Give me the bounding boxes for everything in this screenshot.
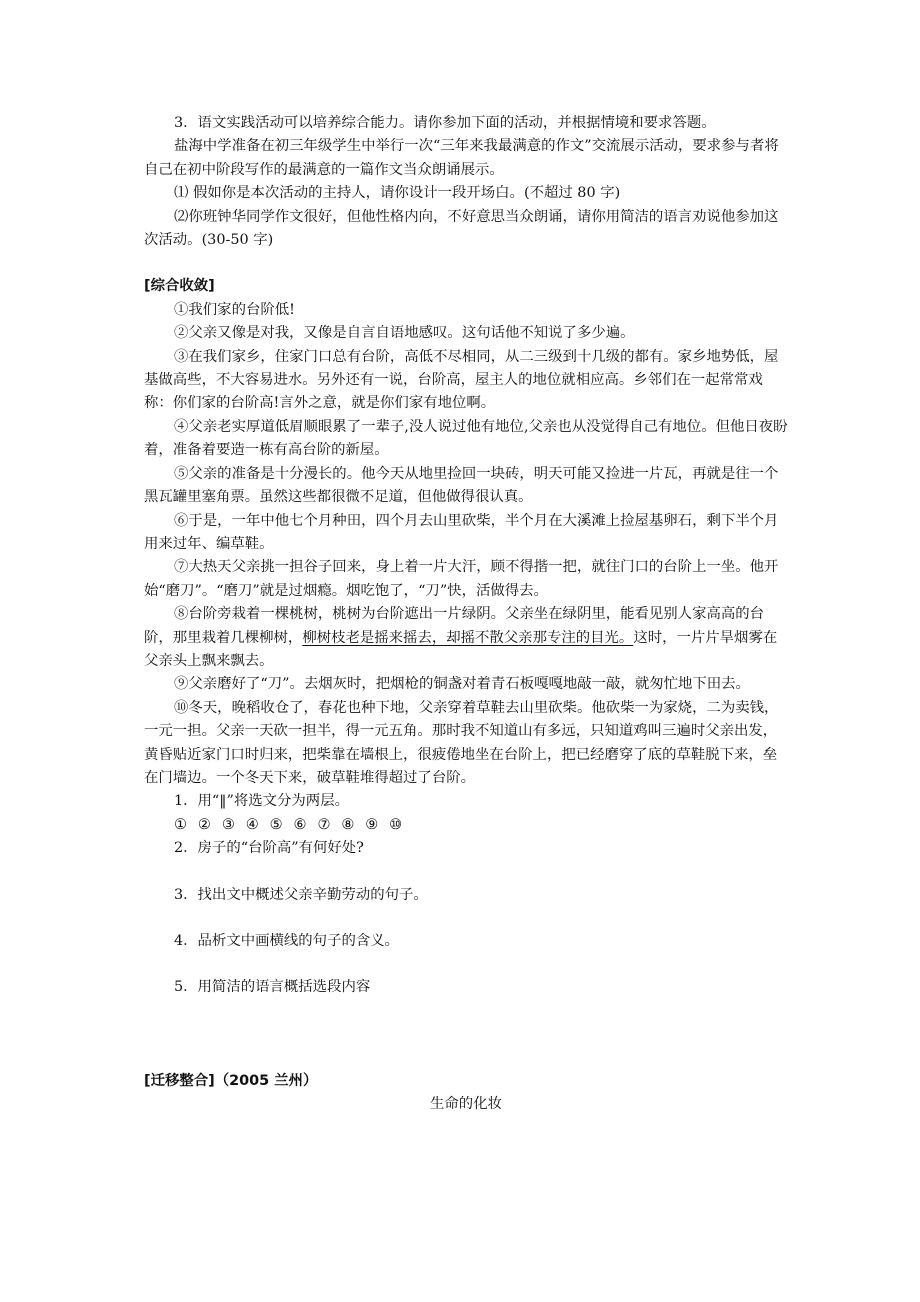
passage-paragraph-4: ④父亲老实厚道低眉顺眼累了一辈子,没人说过他有地位,父亲也从没觉得自己有地位。但他日夜盼着，准备着要造一栋有高台阶的新屋。 — [144, 418, 788, 459]
choice-9: ⑨ — [365, 816, 379, 833]
practice-q3-sub2: ⑵你班钟华同学作文很好，但他性格内向，不好意思当众朗诵，请你用简洁的语言劝说他参加这次活动。(30-50 字) — [144, 208, 779, 249]
choice-2: ② — [197, 816, 211, 833]
passage-paragraph-5: ⑤父亲的准备是十分漫长的。他今天从地里捡回一块砖，明天可能又捡进一片瓦，再就是往一个黑瓦罐里塞角票。虽然这些都很微不足道，但他做得很认真。 — [144, 465, 779, 506]
practice-q3-title: 3．语文实践活动可以培养综合能力。请你参加下面的活动，并根据情境和要求答题。 — [174, 115, 716, 131]
question-2: 2．房子的“台阶高”有何好处? — [174, 840, 364, 857]
answer-space — [144, 953, 788, 976]
p8-text-before: ⑧台阶旁栽着一棵桃树，桃树为台阶遮出一片绿阴。父亲坐在绿阴里，能看见别人家高高的台阶，那里栽着几棵柳树， — [144, 606, 765, 646]
answer-space — [144, 907, 788, 930]
spacer — [144, 1000, 788, 1070]
passage-paragraph-1: ①我们家的台阶低! — [174, 301, 295, 318]
question-4: 4．品析文中画横线的句子的含义。 — [174, 933, 400, 949]
passage-paragraph-2: ②父亲又像是对我，又像是自言自语地感叹。这句话他不知说了多少遍。 — [174, 325, 635, 342]
passage-paragraph-6: ⑥于是，一年中他七个月种田，四个月去山里砍柴，半个月在大溪滩上捡屋基卵石，剩下半个月用来过年、编草鞋。 — [144, 512, 779, 552]
choice-7: ⑦ — [317, 816, 331, 833]
choice-10: ⑩ — [389, 816, 403, 833]
p8-text-after: 这时，一片片旱烟雾在父亲头上飘来飘去。 — [144, 629, 778, 669]
question-3: 3．找出文中概述父亲辛勤劳动的句子。 — [174, 886, 428, 903]
passage-paragraph-9: ⑨父亲磨好了“刀”。去烟灰时，把烟枪的铜盏对着青石板嘎嘎地敲一敲，就匆忙地下田去。 — [174, 676, 750, 693]
answer-space — [144, 861, 788, 884]
choice-5: ⑤ — [269, 816, 283, 833]
section-heading-comprehensive: [综合收敛] — [144, 278, 215, 295]
passage-paragraph-8 — [144, 603, 788, 673]
choice-8: ⑧ — [341, 816, 355, 833]
question-5: 5．用简洁的语言概括选段内容 — [174, 979, 371, 996]
choice-4: ④ — [245, 816, 259, 833]
question-1-choices — [144, 814, 788, 837]
choice-3: ③ — [221, 816, 235, 833]
choice-1: ① — [174, 816, 187, 833]
question-1: 1．用“‖”将选文分为两层。 — [174, 793, 349, 810]
practice-q3-sub1: ⑴ 假如你是本次活动的主持人，请你设计一段开场白。(不超过 80 字) — [174, 185, 621, 202]
section-heading-transfer: [迁移整合]（2005 兰州） — [144, 1072, 318, 1089]
practice-q3-context: 盐海中学准备在初三年级学生中举行一次“三年来我最满意的作文”交流展示活动，要求参与者将自己在初中阶段写作的最满意的一篇作文当众朗诵展示。 — [144, 138, 779, 178]
passage-paragraph-3: ③在我们家乡，住家门口总有台阶，高低不尽相同，从二三级到十几级的都有。家乡地势低，屋基做高些，不大容易进水。另外还有一说，台阶高，屋主人的地位就相应高。乡邻们在一起常常戏称：你们家的台阶高!言外之意，就是你们家有地位啊。 — [144, 348, 779, 412]
choice-6: ⑥ — [293, 816, 307, 833]
spacer — [144, 252, 788, 275]
document-page — [144, 112, 788, 1117]
p8-underlined-sentence: 柳树枝老是摇来摇去，却摇不散父亲那专注的目光。 — [302, 629, 634, 646]
article-title: 生命的化妆 — [430, 1096, 502, 1113]
passage-paragraph-10: ⑩冬天，晚稻收仓了，春花也种下地，父亲穿着草鞋去山里砍柴。他砍柴一为家烧，二为卖钱，一元一担。父亲一天砍一担半，得一元五角。那时我不知道山有多远，只知道鸡叫三遍时父亲出发，黄昏贴近家门口时归来，把柴靠在墙根上，很疲倦地坐在台阶上，把已经磨穿了底的草鞋脱下来，垒在门墙边。一个冬天下来，破草鞋堆得超过了台阶。 — [144, 699, 779, 786]
passage-paragraph-7: ⑦大热天父亲挑一担谷子回来，身上着一片大汗，顾不得揩一把，就往门口的台阶上一坐。他开始“磨刀”。“磨刀”就是过烟瘾。烟吃饱了，“刀”快，活做得去。 — [144, 559, 779, 599]
